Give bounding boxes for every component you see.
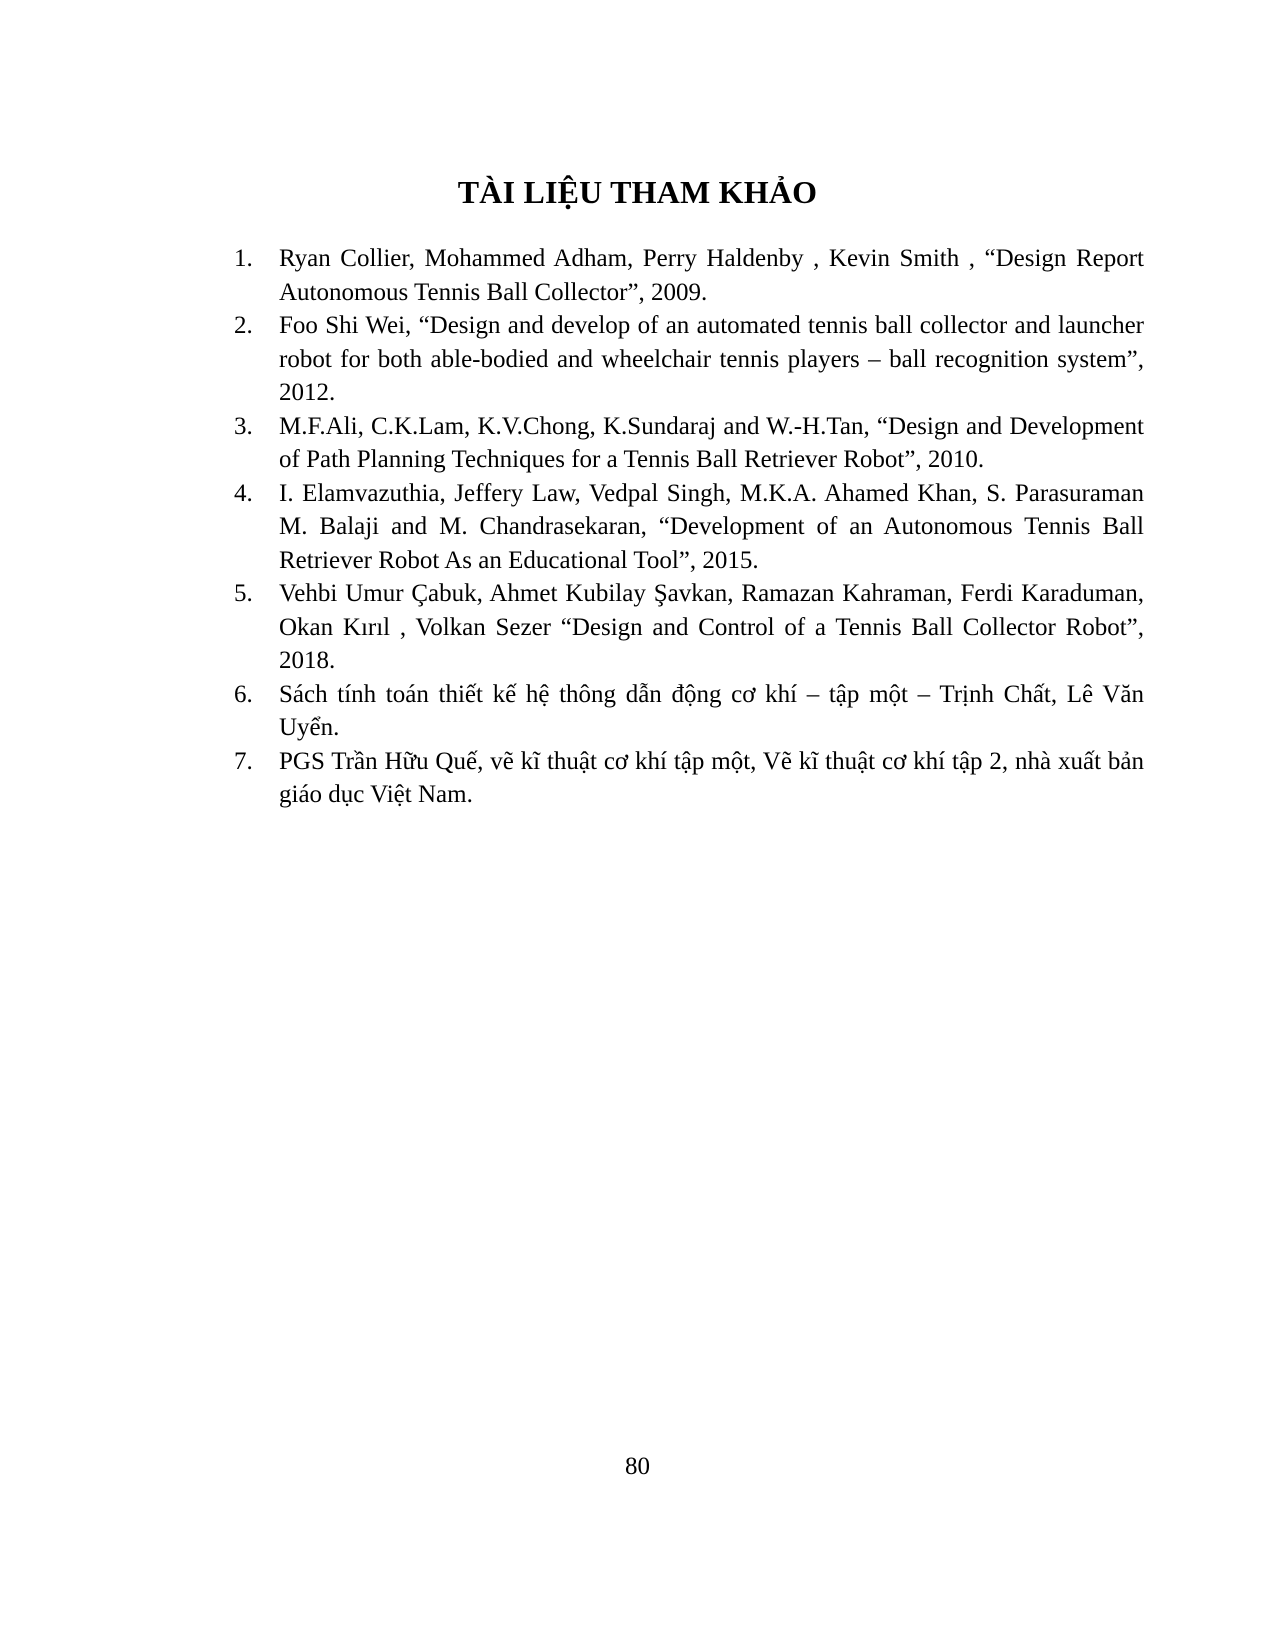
reference-number: 6. (234, 680, 253, 708)
reference-number: 1. (234, 245, 253, 272)
reference-number: 4. (234, 479, 253, 507)
reference-item-3 (234, 410, 1144, 477)
reference-text: Sách tính toán thiết kế hệ thông dẫn động cơ khí – tập một – Trịnh Chất, Lê Văn Uyển. (279, 680, 1144, 741)
reference-text: M.F.Ali, C.K.Lam, K.V.Chong, K.Sundaraj and W.-H.Tan, “Design and Development of Path Planning Techniques for a Tennis Ball Retriever Robot”, 2010. (279, 412, 1144, 473)
reference-item-7 (234, 745, 1144, 812)
page-number: 80 (625, 1453, 650, 1480)
reference-number: 3. (234, 412, 253, 440)
reference-item-1 (234, 242, 1144, 309)
reference-item-5 (234, 577, 1144, 678)
reference-item-4 (234, 477, 1144, 578)
reference-text: Vehbi Umur Çabuk, Ahmet Kubilay Şavkan, Ramazan Kahraman, Ferdi Karaduman, Okan Kırıl , Volkan Sezer “Design and Control of a Tennis Ball Collector Robot”, 2018. (279, 580, 1144, 674)
reference-text: I. Elamvazuthia, Jeffery Law, Vedpal Singh, M.K.A. Ahamed Khan, S. Parasuraman M. Balaji and M. Chandrasekaran, “Development of an Autonomous Tennis Ball Retriever Robot As an Educational Tool”, 2015. (279, 479, 1144, 574)
reference-list (234, 242, 1144, 812)
reference-item-2 (234, 309, 1144, 410)
reference-text: Ryan Collier, Mohammed Adham, Perry Haldenby , Kevin Smith , “Design Report Autonomous Tennis Ball Collector”, 2009. (279, 245, 1144, 306)
reference-text: Foo Shi Wei, “Design and develop of an automated tennis ball collector and launcher robot for both able-bodied and wheelchair tennis players – ball recognition system”, 2012. (279, 312, 1144, 406)
page-title: TÀI LIỆU THAM KHẢO (457, 174, 818, 210)
reference-number: 5. (234, 580, 253, 607)
reference-item-6 (234, 678, 1144, 745)
reference-number: 7. (234, 747, 253, 775)
reference-number: 2. (234, 312, 253, 339)
reference-text: PGS Trần Hữu Quế, vẽ kĩ thuật cơ khí tập một, Vẽ kĩ thuật cơ khí tập 2, nhà xuất bản giáo dục Việt Nam. (279, 747, 1144, 808)
